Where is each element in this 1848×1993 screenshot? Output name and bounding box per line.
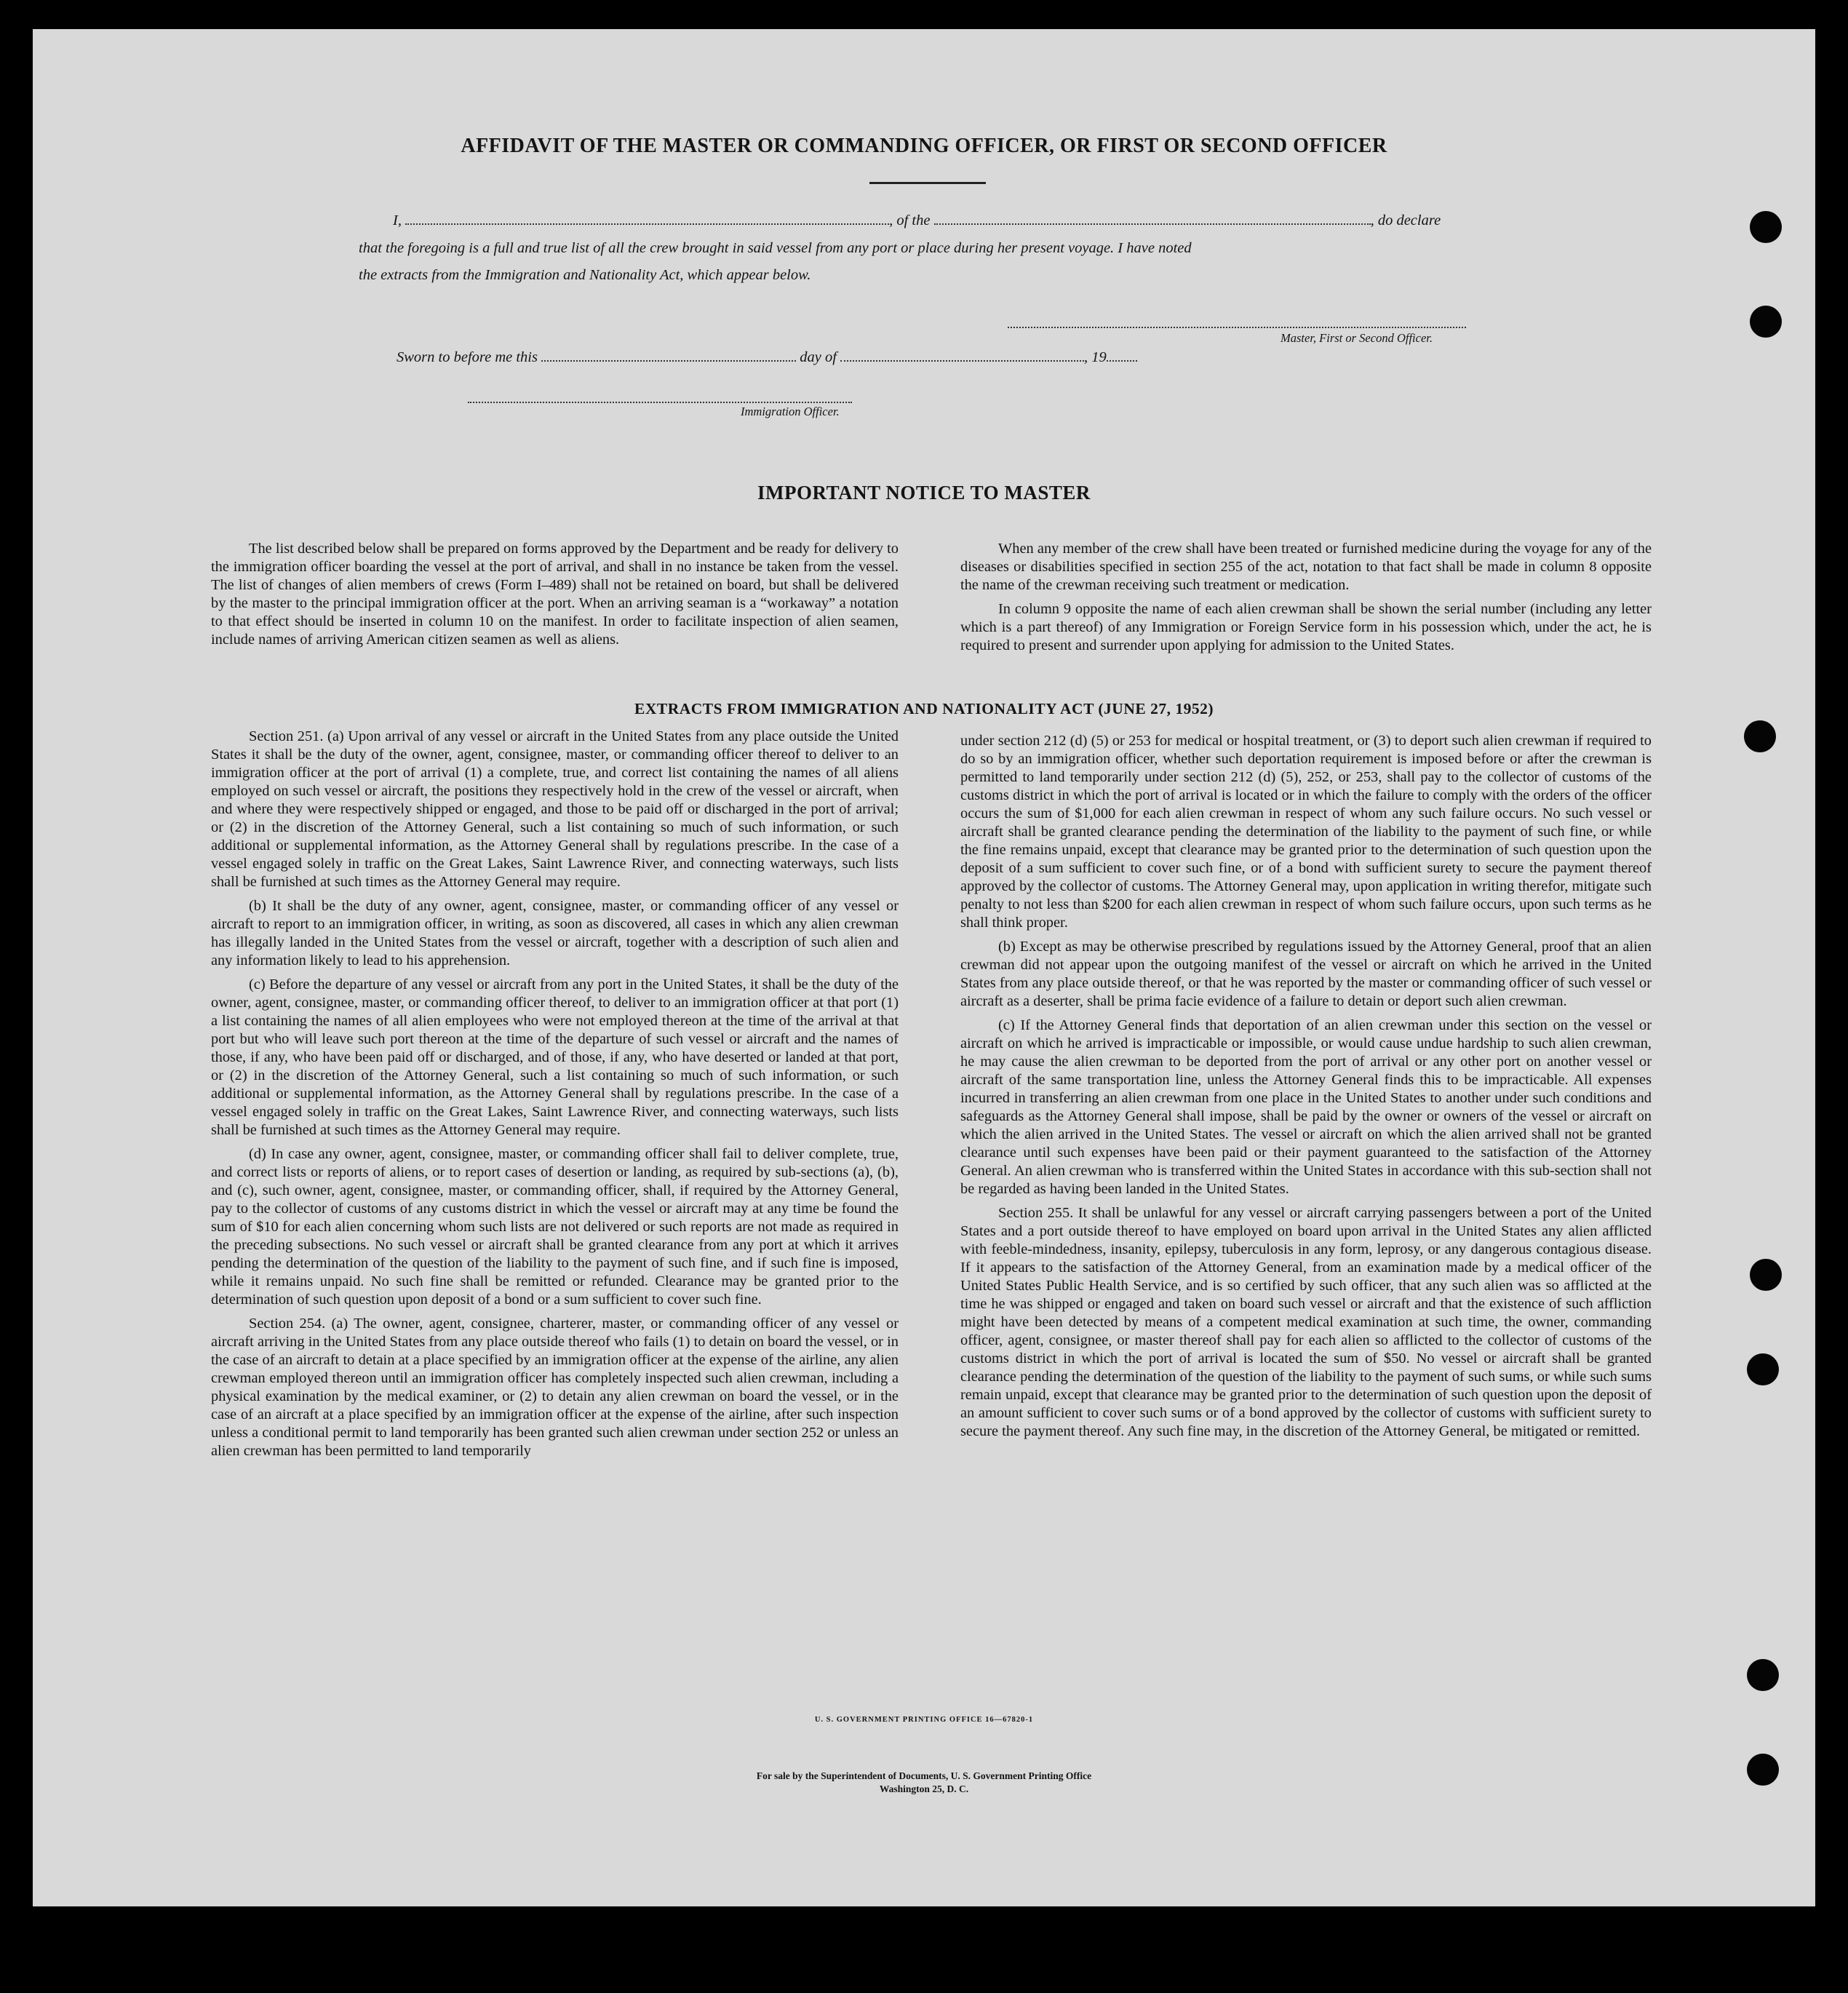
notice-left-column [211,540,899,655]
notice-right-column [960,540,1652,661]
title-rule [869,182,986,184]
sworn-year-blank[interactable] [1107,350,1137,362]
punch-hole [1747,1659,1779,1691]
notice-title: IMPORTANT NOTICE TO MASTER [757,482,1091,504]
sworn-line [397,349,1137,366]
statute-paragraph: under section 212 (d) (5) or 253 for medical or hospital treatment, or (3) to deport such alien crewman if required to do so by an immigration officer, whether such deportation requirement is imposed before or after the crewman is permitted to land temporarily under section 212 (d) (5), 252, or 253, shall pay to the collector of customs of the customs district in which the port of arrival is located or in which the failure to comply with the orders of the officer occurs the sum of $1,000 for each alien crewman in respect of whom any such failure occurs. No such vessel or aircraft shall be granted clearance pending the determination of the liability to the payment of such fine, or while the fine remains unpaid, except that clearance may be granted prior to the determination of such question upon the deposit of a sum sufficient to cover such fine, or of a bond with sufficient surety to secure the payment thereof approved by the collector of customs. The Attorney General may, upon application in writing therefor, mitigate such penalty to not less than $200 for each alien crewman in respect of whom such failure occurs, upon such terms as he shall think proper. [960,733,1652,931]
gpo-code: U. S. GOVERNMENT PRINTING OFFICE 16—67820-1 [814,1716,1034,1724]
declaration-line-2: that the foregoing is a full and true list of all the crew brought in said vessel from any port or place during her present voyage. I have noted [359,240,1192,256]
statute-paragraph: Section 255. It shall be unlawful for any vessel or aircraft carrying passengers between a port of the United States and a port outside thereof to have employed on board upon arrival in the United States any alien afflicted with feeble-mindedness, insanity, epilepsy, tuberculosis in any form, leprosy, or any dangerous contagious disease. If it appears to the satisfaction of the Attorney General, from an examination made by a medical officer of the United States Public Health Service, and is so certified by such officer, that any such alien was so afflicted at the time he was shipped or engaged and taken on board such vessel or aircraft and that the existence of such affliction might have been detected by means of a competent medical examination at such time, the owner, commanding officer, agent, consignee, or master thereof shall pay for each alien so afflicted to the collector of customs of the customs district in which the port of arrival is located the sum of $50. No vessel or aircraft shall be granted clearance pending the determination of the question of the liability to the payment of such sums, or while such sums remain unpaid, except that clearance may be granted prior to the determination of such question upon the deposit of an amount sufficient to cover such sums or of a bond approved by the collector of customs with sufficient surety to secure the payment thereof. Any such fine may, in the discretion of the Attorney General, be mitigated or remitted. [960,1205,1652,1439]
document-page [33,29,1815,1906]
punch-hole [1750,1259,1782,1291]
sworn-day-of: day of [800,349,837,365]
declaration-do-declare: , do declare [1370,212,1441,228]
master-caption: Master, First or Second Officer. [1281,331,1433,345]
sale-notice-line-1: For sale by the Superintendent of Documents, U. S. Government Printing Office [756,1770,1092,1781]
extracts-right-column [960,732,1652,1447]
affidavit-title: AFFIDAVIT OF THE MASTER OR COMMANDING OFFICER, OR FIRST OR SECOND OFFICER [461,135,1387,157]
punch-hole [1744,720,1776,752]
extracts-title: EXTRACTS FROM IMMIGRATION AND NATIONALITY ACT (JUNE 27, 1952) [634,700,1214,717]
statute-paragraph: Section 251. (a) Upon arrival of any vessel or aircraft in the United States from any place outside the United States it shall be the duty of the owner, agent, consignee, master, or commanding officer thereof to deliver to an immigration officer at the port of arrival (1) a complete, true, and correct list containing the names of all aliens employed on such vessel or aircraft, the positions they respectively hold in the crew of the vessel or aircraft, when and where they were respectively shipped or engaged, and those to be paid off or discharged in the port of arrival; or (2) in the discretion of the Attorney General, such a list containing so much of such information, or such additional or supplemental information, as the Attorney General shall by regulations prescribe. In the case of a vessel engaged solely in traffic on the Great Lakes, Saint Lawrence River, and connecting waterways, such lists shall be furnished at such times as the Attorney General may require. [211,728,899,890]
vessel-blank[interactable] [934,213,1371,225]
immigration-signature-line[interactable] [468,402,852,403]
statute-paragraph: (c) Before the departure of any vessel or aircraft from any port in the United States, it shall be the duty of the owner, agent, consignee, master, or commanding officer thereof, to deliver to an immigration officer at that port (1) a list containing the names of all alien employees who were not employed thereon at the time of the arrival at that port but who will leave such port thereon at the time of the departure of such vessel or aircraft and the names of those, if any, who have been paid off or discharged, and of those, if any, who have deserted or landed at that port, or (2) in the discretion of the Attorney General, such a list containing so much of such information, or such additional or supplemental information, as the Attorney General shall by regulations prescribe. In the case of a vessel engaged solely in traffic on the Great Lakes, Saint Lawrence River, and connecting waterways, such lists shall be furnished at such times as the Attorney General may require. [211,976,899,1138]
statute-paragraph: (b) Except as may be otherwise prescribed by regulations issued by the Attorney General, proof that an alien crewman did not appear upon the outgoing manifest of the vessel or aircraft on which he arrived in the United States from any place outside thereof, or that he was reported by the master or commanding officer of such vessel or aircraft as a deserter, shall be prima facie evidence of a failure to detain or deport such alien crewman. [960,939,1652,1009]
declaration-line-1 [393,212,1441,229]
extracts-left-column [211,728,899,1466]
sworn-text: Sworn to before me this [397,349,538,365]
statute-paragraph: (b) It shall be the duty of any owner, agent, consignee, master, or commanding officer of any vessel or aircraft to report to an immigration officer, in writing, as soon as discovered, all cases in which any alien crewman has illegally landed in the United States from the vessel or aircraft, together with a description of such alien and any information likely to lead to his apprehension. [211,898,899,968]
statute-paragraph: (d) In case any owner, agent, consignee, master, or commanding officer shall fail to deliver complete, true, and correct lists or reports of aliens, or to report cases of desertion or landing, as required by sub-sections (a), (b), and (c), such owner, agent, consignee, master, or commanding officer, shall, if required by the Attorney General, pay to the collector of customs of any customs district in which the vessel or aircraft may at any time be found the sum of $10 for each alien concerning whom such lists are not delivered or such reports are not made as required in the preceding subsections. No such vessel or aircraft shall be granted clearance from any port at which it arrives pending the determination of the question of the liability to the payment of such fine, and if such fine is imposed, while it remains unpaid. No such fine shall be remitted or refunded. Clearance may be granted prior to the determination of such question upon deposit of a bond or a sum sufficient to cover such fine. [211,1146,899,1308]
punch-hole [1750,211,1782,243]
notice-paragraph: In column 9 opposite the name of each alien crewman shall be shown the serial number (including any letter which is a part thereof) of any Immigration or Foreign Service form in his possession which, under the act, he is required to present and surrender upon applying for admission to the United States. [960,601,1652,653]
declaration-of-the: , of the [889,212,931,228]
sworn-month-blank[interactable] [840,350,1084,362]
punch-hole [1750,306,1782,338]
notice-paragraph: When any member of the crew shall have been treated or furnished medicine during the voyage for any of the diseases or disabilities specified in section 255 of the act, notation to that fact shall be made in column 8 opposite the name of the crewman receiving such treatment or medication. [960,541,1652,593]
sworn-year: , 19 [1084,349,1107,365]
sworn-day-blank[interactable] [541,350,796,362]
declaration-line-3: the extracts from the Immigration and Nationality Act, which appear below. [359,267,811,283]
statute-paragraph: Section 254. (a) The owner, agent, consignee, charterer, master, or commanding officer of any vessel or aircraft arriving in the United States from any place outside thereof who fails (1) to detain on board the vessel, or in the case of an aircraft to detain at a place specified by an immigration officer at the expense of the airline, any alien crewman employed thereon until an immigration officer has completely inspected such alien crewman, including a physical examination by the medical examiner, or (2) to detain any alien crewman on board the vessel, or in the case of an aircraft at a place specified by an immigration officer at the expense of the airline, after such inspection unless a conditional permit to land temporarily has been granted such alien crewman under section 252 or unless an alien crewman has been permitted to land temporarily [211,1316,899,1459]
punch-hole [1747,1353,1779,1385]
declaration-i: I, [393,212,402,228]
immigration-caption: Immigration Officer. [741,405,840,418]
statute-paragraph: (c) If the Attorney General finds that deportation of an alien crewman under this section on the vessel or aircraft on which he arrived is impracticable or impossible, or would cause undue hardship to such alien crewman, he may cause the alien crewman to be deported from the port of arrival or any other port on another vessel or aircraft of the same transportation line, unless the Attorney General finds this to be impracticable. All expenses incurred in transferring an alien crewman from one place in the United States to another under such conditions and safeguards as the Attorney General shall impose, shall be paid by the owner or owners of the vessel or aircraft on which the alien arrived in the United States. The vessel or aircraft on which the alien arrived shall not be granted clearance until such expenses have been paid or their payment guaranteed to the satisfaction of the Attorney General. An alien crewman who is transferred within the United States in accordance with this sub-section shall not be regarded as having been landed in the United States. [960,1017,1652,1197]
master-signature-line[interactable] [1008,327,1466,328]
name-blank[interactable] [405,213,889,225]
notice-paragraph: The list described below shall be prepared on forms approved by the Department and be ready for delivery to the immigration officer boarding the vessel at the port of arrival, and shall in no instance be taken from the vessel. The list of changes of alien members of crews (Form I–489) shall not be retained on board, but shall be delivered by the master to the principal immigration officer at the port. When an arriving seaman is a “workaway” a notation to that effect should be inserted in column 10 on the manifest. In order to facilitate inspection of alien seamen, include names of arriving American citizen seamen as well as aliens. [211,541,899,648]
sale-notice-line-2: Washington 25, D. C. [879,1783,969,1794]
